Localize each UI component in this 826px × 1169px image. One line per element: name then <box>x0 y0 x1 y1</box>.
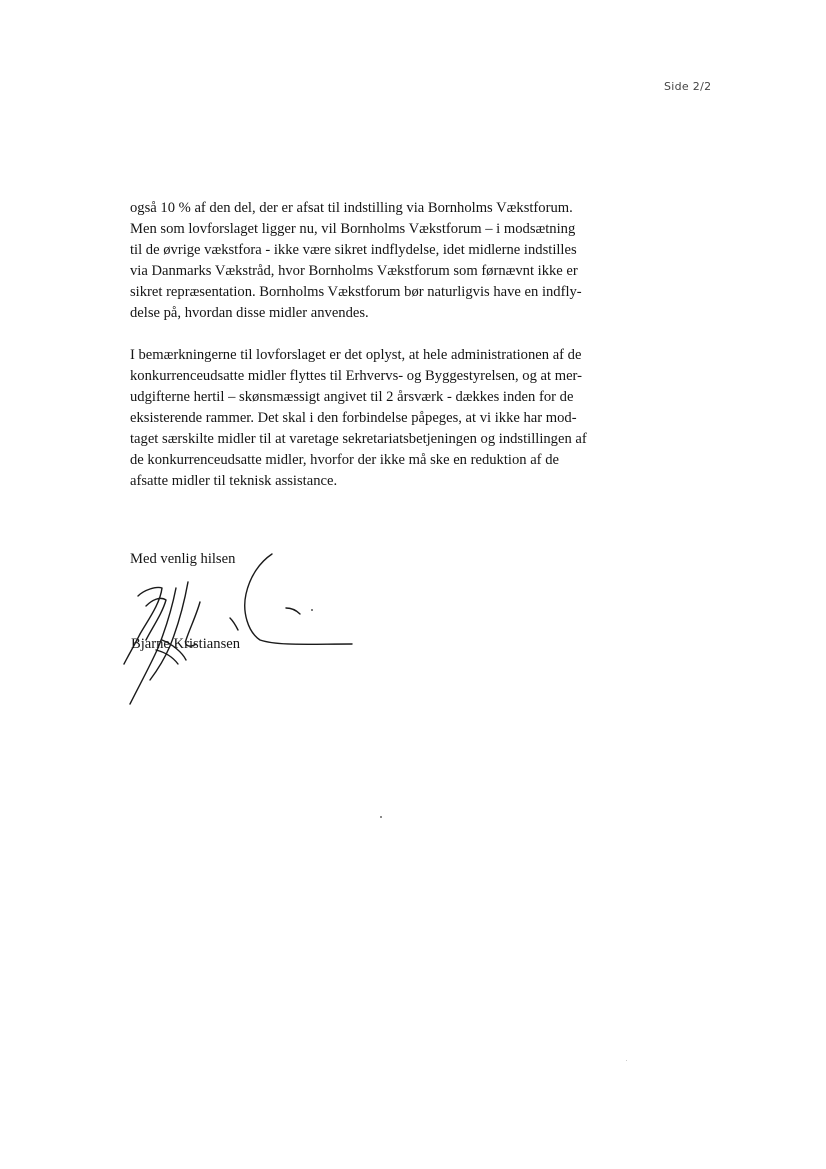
closing-greeting: Med venlig hilsen <box>130 551 236 567</box>
signer-name: Bjarne Kristiansen <box>131 636 241 652</box>
paragraph-2 <box>130 345 640 492</box>
paragraph-line: Men som lovforslaget ligger nu, vil Bornholms Vækstforum – i modsætning <box>130 221 576 237</box>
paragraph-line: I bemærkningerne til lovforslaget er det oplyst, at hele administrationen af de <box>130 347 582 363</box>
paragraph-1 <box>130 198 640 324</box>
paragraph-line: også 10 % af den del, der er afsat til indstilling via Bornholms Vækstforum. <box>130 200 573 216</box>
scan-speck <box>380 816 382 818</box>
paragraph-line: til de øvrige vækstfora - ikke være sikret indflydelse, idet midlerne indstilles <box>130 242 577 258</box>
paragraph-line: afsatte midler til teknisk assistance. <box>130 473 338 489</box>
signature-icon <box>100 548 370 718</box>
paragraph-line: delse på, hvordan disse midler anvendes. <box>130 305 369 321</box>
paragraph-line: taget særskilte midler til at varetage sekretariatsbetjeningen og indstillingen af <box>130 431 587 447</box>
paragraph-line: via Danmarks Vækstråd, hvor Bornholms Vækstforum som førnævnt ikke er <box>130 263 578 279</box>
scan-speck <box>626 1060 627 1061</box>
paragraph-line: sikret repræsentation. Bornholms Vækstforum bør naturligvis have en indfly- <box>130 284 582 300</box>
paragraph-line: de konkurrenceudsatte midler, hvorfor der ikke må ske en reduktion af de <box>130 452 559 468</box>
paragraph-line: udgifterne hertil – skønsmæssigt angivet til 2 årsværk - dækkes inden for de <box>130 389 574 405</box>
paragraph-line: eksisterende rammer. Det skal i den forbindelse påpeges, at vi ikke har mod- <box>130 410 577 426</box>
page-number: Side 2/2 <box>664 80 712 93</box>
paragraph-line: konkurrenceudsatte midler flyttes til Erhvervs- og Byggestyrelsen, og at mer- <box>130 368 582 384</box>
